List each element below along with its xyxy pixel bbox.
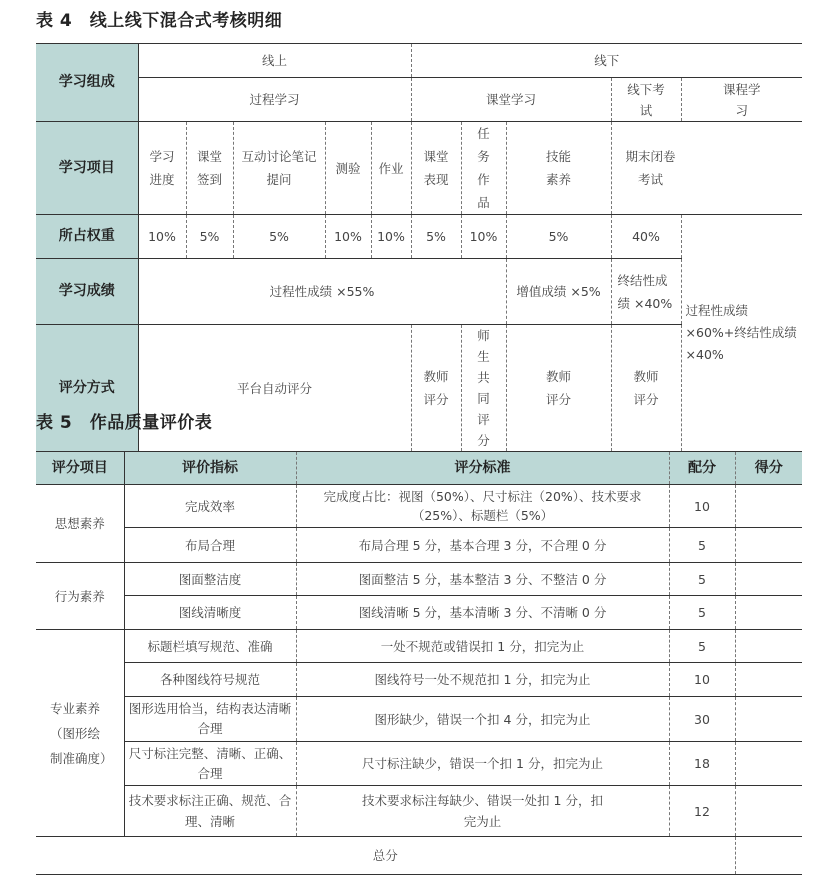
indicator-cell: 各种图线符号规范 xyxy=(124,663,296,697)
item-cell: 学习进度 xyxy=(138,122,186,215)
method-teacher: 教师评分 xyxy=(411,325,461,452)
score-cell xyxy=(735,786,802,837)
item-cell: 作业 xyxy=(371,122,411,215)
standard-cell: 一处不规范或错误扣 1 分，扣完为止 xyxy=(296,630,669,663)
total-label: 总分 xyxy=(36,837,735,875)
online-header: 线上 xyxy=(138,44,411,78)
indicator-cell: 图面整洁度 xyxy=(124,563,296,596)
indicator-cell: 标题栏填写规范、准确 xyxy=(124,630,296,663)
score-process: 过程性成绩 ×55% xyxy=(138,259,506,325)
points-cell: 10 xyxy=(669,485,735,528)
category-ideology: 思想素养 xyxy=(36,485,124,563)
method-teacher: 教师评分 xyxy=(611,325,681,452)
indicator-cell: 布局合理 xyxy=(124,528,296,563)
table5-caption: 表 5 作品质量评价表 xyxy=(36,413,213,433)
standard-cell: 图面整洁 5 分，基本整洁 3 分、不整洁 0 分 xyxy=(296,563,669,596)
total-value xyxy=(735,837,802,875)
points-cell: 5 xyxy=(669,563,735,596)
classroom-learning-header: 课堂学习 xyxy=(411,78,611,122)
total-formula: 过程性成绩 ×60%+终结性成绩 ×40% xyxy=(681,215,802,452)
standard-cell: 完成度占比：视图（50%）、尺寸标注（20%）、技术要求（25%）、标题栏（5%） xyxy=(296,485,669,528)
process-learning-header: 过程学习 xyxy=(138,78,411,122)
score-cell xyxy=(735,485,802,528)
score-cell xyxy=(735,742,802,786)
item-final-exam: 期末闭卷考试 xyxy=(625,149,676,187)
indicator-cell: 图形选用恰当，结构表达清晰合理 xyxy=(124,697,296,742)
category-behavior: 行为素养 xyxy=(36,563,124,630)
table4-caption: 表 4 线上线下混合式考核明细 xyxy=(36,11,283,31)
indicator-cell: 技术要求标注正确、规范、合理、清晰 xyxy=(124,786,296,837)
course-learning-header: 课程学习 xyxy=(681,78,802,122)
points-cell: 5 xyxy=(669,596,735,630)
work-quality-table xyxy=(36,451,802,875)
blended-assessment-table xyxy=(36,43,802,452)
weight-cell: 5% xyxy=(411,215,461,259)
standard-cell: 尺寸标注缺少，错误一个扣 1 分，扣完为止 xyxy=(296,742,669,786)
method-auto: 平台自动评分 xyxy=(138,325,411,452)
row-header-items: 学习项目 xyxy=(36,122,138,215)
item-cell: 课堂表现 xyxy=(411,122,461,215)
header-points: 配分 xyxy=(669,452,735,485)
header-standard: 评分标准 xyxy=(296,452,669,485)
offline-header: 线下 xyxy=(411,44,802,78)
score-cell xyxy=(735,528,802,563)
weight-cell: 5% xyxy=(186,215,233,259)
score-value-added: 增值成绩 ×5% xyxy=(506,259,611,325)
row-header-methods: 评分方式 xyxy=(36,325,138,452)
row-header-scores: 学习成绩 xyxy=(36,259,138,325)
item-cell: 课堂签到 xyxy=(186,122,233,215)
item-cell xyxy=(611,122,802,215)
item-cell: 技能素养 xyxy=(506,122,611,215)
category-professional: 专业素养（图形绘制准确度） xyxy=(36,630,124,837)
row-header-composition: 学习组成 xyxy=(36,44,138,122)
score-cell xyxy=(735,630,802,663)
points-cell: 10 xyxy=(669,663,735,697)
header-category: 评分项目 xyxy=(36,452,124,485)
item-cell: 测验 xyxy=(325,122,371,215)
points-cell: 12 xyxy=(669,786,735,837)
item-cell: 互动讨论笔记提问 xyxy=(233,122,325,215)
weight-cell: 5% xyxy=(233,215,325,259)
item-cell: 任务作品 xyxy=(461,122,506,215)
score-cell xyxy=(735,663,802,697)
indicator-cell: 图线清晰度 xyxy=(124,596,296,630)
score-final: 终结性成绩 ×40% xyxy=(611,259,681,325)
standard-cell: 图线清晰 5 分，基本清晰 3 分、不清晰 0 分 xyxy=(296,596,669,630)
method-joint: 师生共同评分 xyxy=(461,325,506,452)
header-indicator: 评价指标 xyxy=(124,452,296,485)
standard-cell: 技术要求标注每缺少、错误一处扣 1 分，扣完为止 xyxy=(296,786,669,837)
weight-cell: 10% xyxy=(325,215,371,259)
weight-cell: 10% xyxy=(138,215,186,259)
weight-cell: 5% xyxy=(506,215,611,259)
standard-cell: 布局合理 5 分，基本合理 3 分，不合理 0 分 xyxy=(296,528,669,563)
row-header-weights: 所占权重 xyxy=(36,215,138,259)
weight-cell: 40% xyxy=(611,215,681,259)
weight-cell: 10% xyxy=(461,215,506,259)
score-cell xyxy=(735,697,802,742)
indicator-cell: 尺寸标注完整、清晰、正确、合理 xyxy=(124,742,296,786)
points-cell: 30 xyxy=(669,697,735,742)
offline-exam-header: 线下考试 xyxy=(611,78,681,122)
points-cell: 18 xyxy=(669,742,735,786)
score-cell xyxy=(735,596,802,630)
standard-cell: 图形缺少，错误一个扣 4 分，扣完为止 xyxy=(296,697,669,742)
header-score: 得分 xyxy=(735,452,802,485)
weight-cell: 10% xyxy=(371,215,411,259)
indicator-cell: 完成效率 xyxy=(124,485,296,528)
points-cell: 5 xyxy=(669,630,735,663)
score-cell xyxy=(735,563,802,596)
standard-cell: 图线符号一处不规范扣 1 分，扣完为止 xyxy=(296,663,669,697)
method-teacher: 教师评分 xyxy=(506,325,611,452)
points-cell: 5 xyxy=(669,528,735,563)
